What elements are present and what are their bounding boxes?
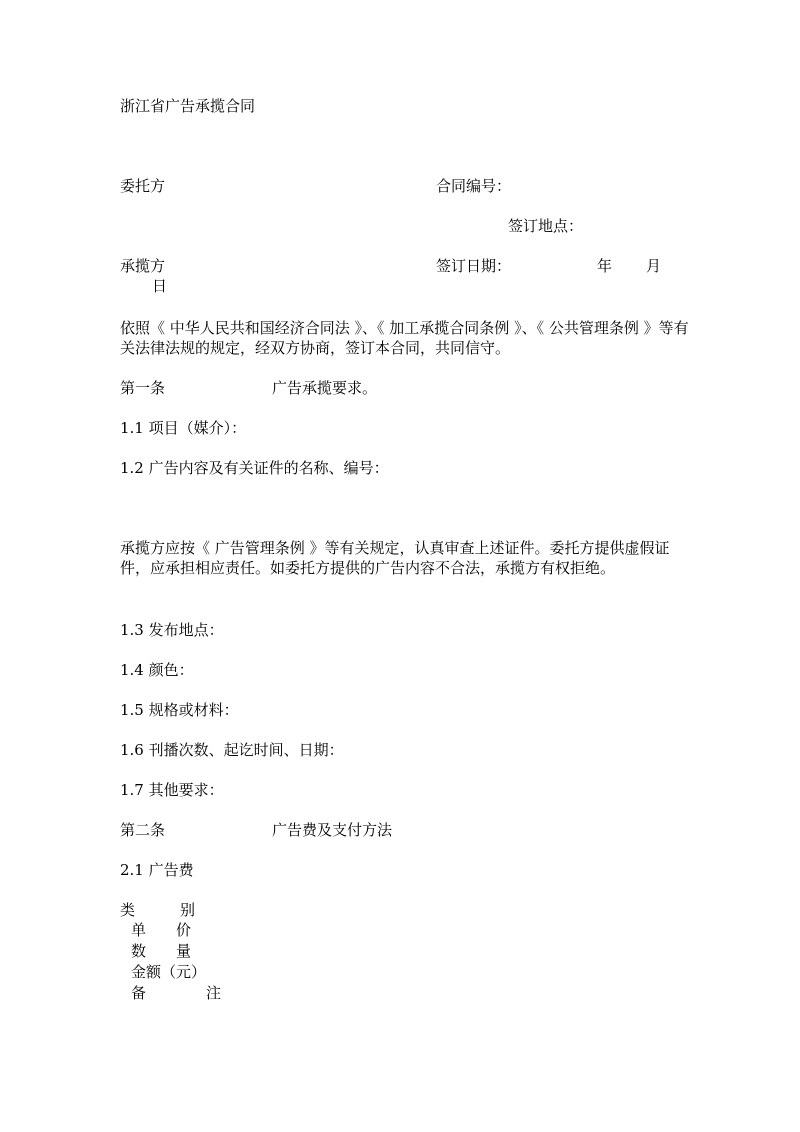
review-clause-paragraph: 承揽方应按《 广告管理条例 》等有关规定，认真审查上述证件。委托方提供虚假证件，应承担相应责任。如委托方提供的广告内容不合法，承揽方有权拒绝。: [120, 539, 670, 577]
client-label: 委托方: [120, 177, 166, 195]
item-1-4: 1.4 颜色：: [120, 661, 194, 679]
contract-number-label: 合同编号：: [436, 177, 512, 195]
item-2-1: 2.1 广告费: [120, 861, 194, 879]
fee-column-quantity: 数 量: [131, 942, 192, 960]
article-2-number: 第二条: [120, 821, 166, 839]
contractor-label: 承揽方: [120, 257, 166, 275]
fee-column-category: 类 别: [120, 901, 196, 919]
item-1-5: 1.5 规格或材料：: [120, 701, 239, 719]
month-label: 月: [646, 257, 662, 275]
preamble-paragraph: 依照《 中华人民共和国经济合同法 》、《 加工承揽合同条例 》、《 公共管理条例 》等有关法律法规的规定，经双方协商，签订本合同，共同信守。: [120, 319, 689, 357]
item-1-7: 1.7 其他要求：: [120, 781, 224, 799]
day-label: 日: [152, 277, 168, 295]
item-1-6: 1.6 刊播次数、起讫时间、日期：: [120, 741, 344, 759]
item-1-1: 1.1 项目（媒介）：: [120, 419, 247, 437]
sign-date-label: 签订日期：: [436, 257, 512, 275]
item-1-2: 1.2 广告内容及有关证件的名称、编号：: [120, 459, 389, 477]
fee-column-remarks: 备 注: [131, 984, 222, 1002]
article-1-heading: 广告承揽要求。: [272, 379, 378, 397]
sign-place-label: 签订地点：: [508, 217, 584, 235]
year-label: 年: [597, 257, 613, 275]
fee-column-unit-price: 单 价: [131, 921, 192, 939]
fee-column-amount: 金额（元）: [131, 963, 207, 981]
document-title: 浙江省广告承揽合同: [120, 97, 256, 115]
article-2-heading: 广告费及支付方法: [272, 821, 393, 839]
article-1-number: 第一条: [120, 379, 166, 397]
item-1-3: 1.3 发布地点：: [120, 621, 224, 639]
